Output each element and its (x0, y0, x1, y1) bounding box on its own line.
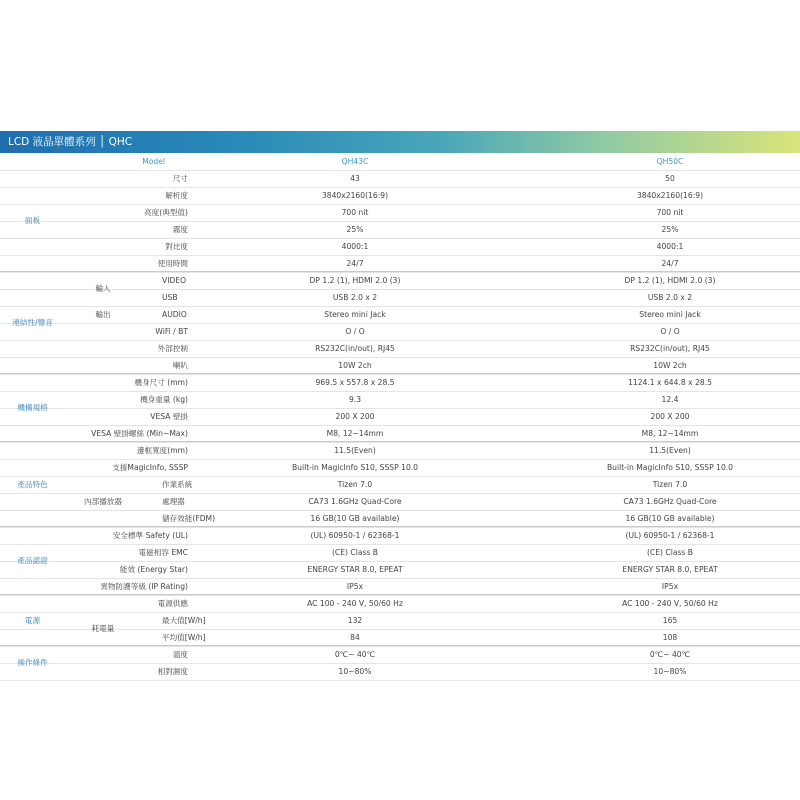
section-label: 產品特色 (17, 480, 48, 489)
spec-label: 對比度 (165, 242, 188, 251)
spec-label: 溫度 (172, 650, 188, 659)
model-label: Model (142, 157, 165, 166)
spec-value-model-1: IP5x (346, 582, 364, 591)
spec-value-model-2: AC 100 - 240 V, 50/60 Hz (622, 599, 718, 608)
spec-label: VESA 壁掛螺絲 (Min~Max) (91, 429, 188, 438)
spec-label: 能效 (Energy Star) (119, 565, 188, 574)
spec-value-model-1: 4000:1 (341, 242, 369, 251)
spec-row (0, 323, 800, 341)
spec-label: 霧度 (172, 225, 188, 234)
spec-value-model-2: 12.4 (661, 395, 679, 404)
spec-label: 機身重量 (kg) (140, 395, 188, 404)
spec-value-model-2: RS232C(in/out), RJ45 (630, 344, 710, 353)
spec-label: 邊框寬度(mm) (136, 446, 188, 455)
spec-value-model-1: 10W 2ch (338, 361, 372, 370)
spec-label: VESA 壁掛 (150, 412, 188, 421)
spec-value-model-2: (CE) Class B (646, 548, 694, 557)
spec-row (0, 595, 800, 613)
spec-value-model-2: 700 nit (656, 208, 684, 217)
spec-value-model-1: Stereo mini Jack (324, 310, 386, 319)
group-label: 輸出 (95, 310, 111, 319)
spec-row (0, 663, 800, 681)
spec-sub-label: USB (162, 293, 178, 302)
spec-value-model-2: Stereo mini Jack (639, 310, 701, 319)
group-label: 內部播放器 (84, 497, 122, 506)
spec-label: 相對濕度 (157, 667, 188, 676)
spec-value-model-1: 43 (350, 174, 360, 183)
spec-value-model-2: DP 1.2 (1), HDMI 2.0 (3) (624, 276, 716, 285)
section-label: 操作條件 (17, 658, 48, 667)
spec-value-model-1: (UL) 60950-1 / 62368-1 (310, 531, 400, 540)
group-label: 耗電量 (91, 624, 115, 633)
spec-label: 喇叭 (172, 361, 188, 370)
spec-label: 解析度 (165, 191, 188, 200)
spec-row (0, 340, 800, 358)
spec-value-model-1: RS232C(in/out), RJ45 (315, 344, 395, 353)
spec-value-model-1: DP 1.2 (1), HDMI 2.0 (3) (309, 276, 401, 285)
spec-label: 支援MagicInfo, SSSP (112, 463, 188, 472)
spec-value-model-2: O / O (660, 327, 680, 336)
spec-value-model-2: IP5x (661, 582, 679, 591)
section-label: 電源 (24, 616, 41, 625)
model-header-row (0, 153, 800, 171)
spec-value-model-1: 84 (350, 633, 360, 642)
spec-row (0, 221, 800, 239)
spec-row (0, 170, 800, 188)
spec-row (0, 391, 800, 409)
spec-row (0, 459, 800, 477)
spec-value-model-2: 50 (665, 174, 675, 183)
spec-value-model-2: 4000:1 (656, 242, 684, 251)
spec-row (0, 408, 800, 426)
spec-value-model-1: 0℃~ 40℃ (334, 650, 376, 659)
page-title: LCD 液晶單體系列 │ QHC (8, 136, 133, 148)
spec-label: 外部控制 (157, 344, 188, 353)
spec-value-model-2: 10W 2ch (653, 361, 687, 370)
spec-value-model-1: 132 (347, 616, 363, 625)
spec-value-model-2: 1124.1 x 644.8 x 28.5 (628, 378, 712, 387)
group-label: 輸入 (95, 284, 111, 293)
spec-value-model-1: 9.3 (348, 395, 362, 404)
spec-value-model-1: 969.5 x 557.8 x 28.5 (315, 378, 395, 387)
spec-value-model-2: 200 X 200 (650, 412, 690, 421)
spec-value-model-2: 24/7 (661, 259, 679, 268)
spec-value-model-2: Built-in MagicInfo S10, SSSP 10.0 (606, 463, 734, 472)
spec-label: 尺寸 (172, 174, 188, 183)
spec-value-model-1: M8, 12~14mm (326, 429, 384, 438)
model-2-name: QH50C (656, 157, 684, 166)
spec-value-model-1: O / O (345, 327, 365, 336)
spec-value-model-1: Built-in MagicInfo S10, SSSP 10.0 (291, 463, 419, 472)
spec-value-model-2: M8, 12~14mm (641, 429, 699, 438)
spec-row (0, 238, 800, 256)
section-divider (0, 594, 800, 595)
spec-sub-label: 儲存效能(FDM) (162, 514, 216, 523)
spec-label: WiFi / BT (155, 327, 188, 336)
spec-label: 電源供應 (157, 599, 188, 608)
spec-value-model-2: 11.5(Even) (649, 446, 691, 455)
title-bar (0, 131, 800, 153)
section-label: 產品認證 (17, 556, 48, 565)
section-divider (0, 441, 800, 442)
spec-value-model-1: USB 2.0 x 2 (332, 293, 378, 302)
spec-value-model-2: 0℃~ 40℃ (649, 650, 691, 659)
spec-value-model-2: 25% (661, 225, 679, 234)
spec-label: 安全標準 Safety (UL) (112, 531, 188, 540)
spec-row (0, 646, 800, 664)
spec-sub-label: 平均值[W/h] (162, 633, 206, 642)
spec-label: 使用時間 (157, 259, 188, 268)
spec-value-model-2: USB 2.0 x 2 (647, 293, 693, 302)
spec-value-model-1: (CE) Class B (331, 548, 379, 557)
spec-sub-label: 處理器 (162, 497, 185, 506)
spec-value-model-2: 108 (662, 633, 678, 642)
section-label: 機構規格 (17, 403, 48, 412)
spec-label: 亮度(典型值) (144, 208, 188, 217)
model-1-name: QH43C (341, 157, 369, 166)
spec-value-model-1: 25% (346, 225, 364, 234)
spec-value-model-2: ENERGY STAR 8.0, EPEAT (622, 565, 718, 574)
spec-value-model-2: (UL) 60950-1 / 62368-1 (625, 531, 715, 540)
spec-sub-label: 最大值[W/h] (162, 616, 206, 625)
spec-value-model-1: 200 X 200 (335, 412, 375, 421)
spec-value-model-1: 16 GB(10 GB available) (310, 514, 400, 523)
spec-label: 異物防護等級 (IP Rating) (100, 582, 188, 591)
spec-value-model-2: 10~80% (653, 667, 687, 676)
spec-value-model-2: 165 (662, 616, 678, 625)
spec-row (0, 187, 800, 205)
spec-value-model-2: Tizen 7.0 (652, 480, 688, 489)
spec-value-model-1: ENERGY STAR 8.0, EPEAT (307, 565, 403, 574)
spec-value-model-1: 10~80% (338, 667, 372, 676)
spec-label: 機身尺寸 (mm) (134, 378, 188, 387)
spec-row (0, 374, 800, 392)
section-divider (0, 373, 800, 374)
spec-value-model-2: 3840x2160(16:9) (636, 191, 704, 200)
spec-row (0, 561, 800, 579)
section-label: 連結性/聲音 (12, 318, 53, 327)
section-label: 面板 (24, 216, 41, 225)
spec-value-model-1: 3840x2160(16:9) (321, 191, 389, 200)
spec-value-model-1: 24/7 (346, 259, 364, 268)
spec-value-model-1: 11.5(Even) (334, 446, 376, 455)
spec-row (0, 442, 800, 460)
spec-value-model-2: CA73 1.6GHz Quad-Core (623, 497, 717, 506)
spec-value-model-1: AC 100 - 240 V, 50/60 Hz (307, 599, 403, 608)
spec-row (0, 527, 800, 545)
spec-sub-label: VIDEO (162, 276, 187, 285)
spec-value-model-1: 700 nit (341, 208, 369, 217)
spec-value-model-1: CA73 1.6GHz Quad-Core (308, 497, 402, 506)
spec-value-model-2: 16 GB(10 GB available) (625, 514, 715, 523)
spec-row (0, 204, 800, 222)
spec-row (0, 544, 800, 562)
spec-sub-label: 作業系統 (162, 480, 193, 489)
spec-sub-label: AUDIO (162, 310, 187, 319)
spec-value-model-1: Tizen 7.0 (337, 480, 373, 489)
spec-label: 電磁相容 EMC (138, 548, 188, 557)
